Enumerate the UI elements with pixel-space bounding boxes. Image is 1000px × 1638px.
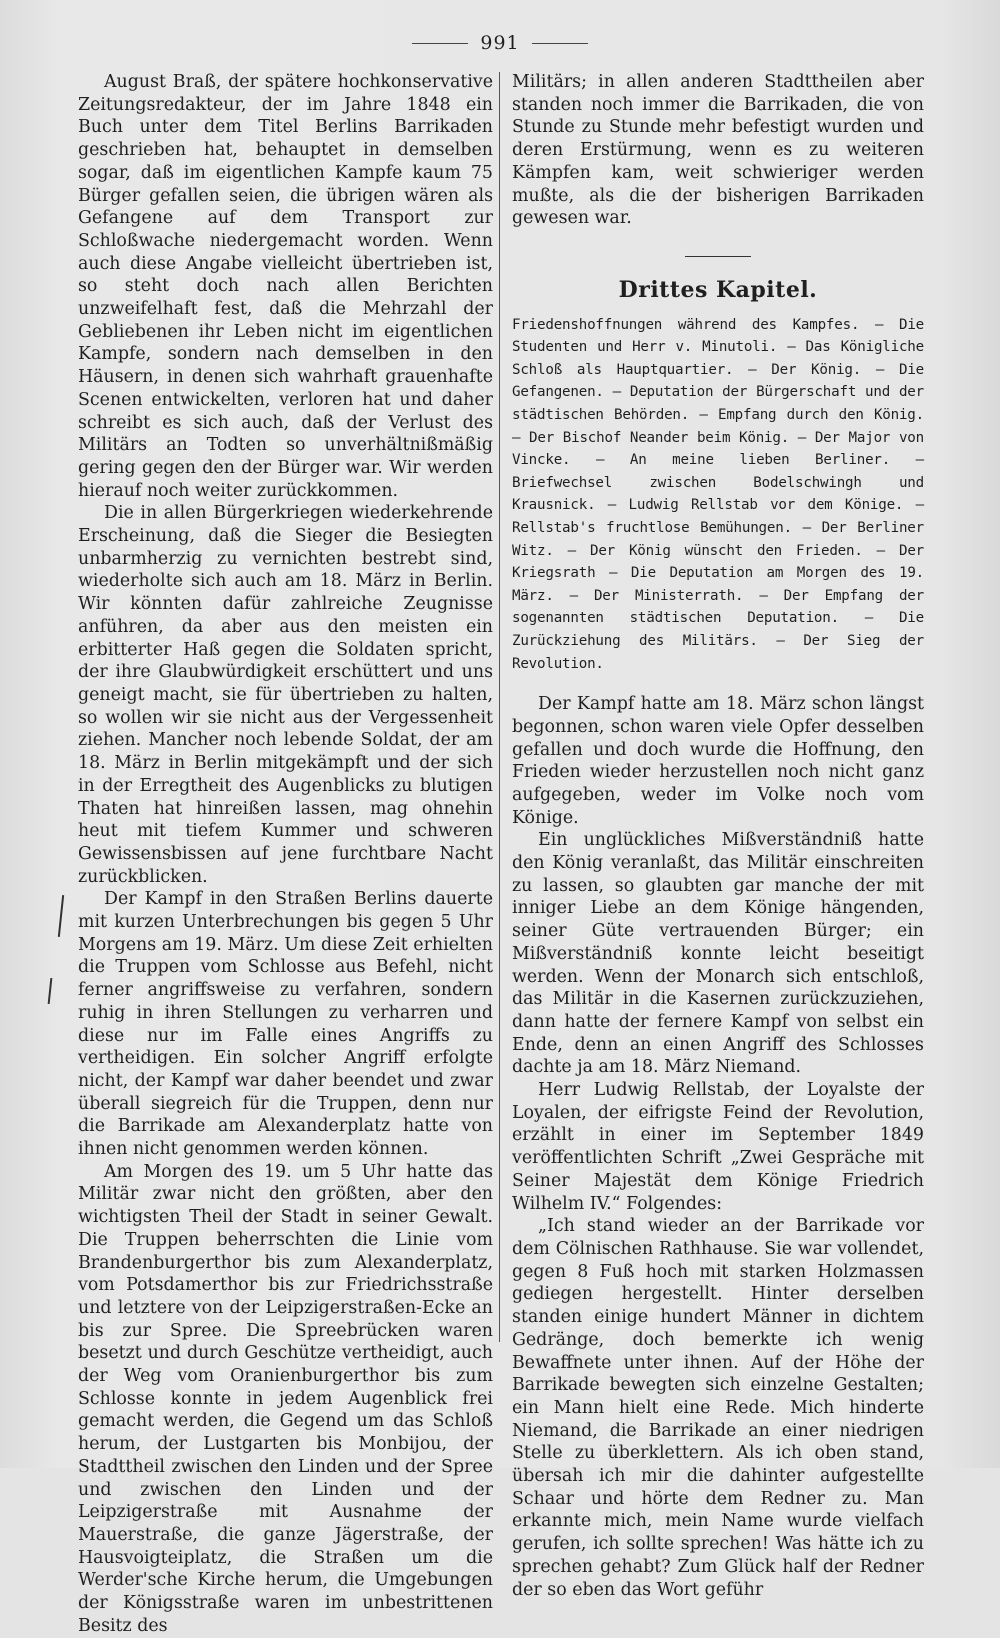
paragraph: Der Kampf hatte am 18. März schon längst begonnen, schon waren viele Opfer desselben gefallen und doch wurde die Hoffnung, den Frieden wieder herzustellen noch nicht ganz aufgegeben, weder im Volke noch vom Könige.	[512, 694, 924, 828]
header-rule-left	[412, 43, 468, 44]
paragraph: August Braß, der spätere hochkonservative Zeitungsredakteur, der im Jahre 1848 ein Buch unter dem Titel Berlins Barrikaden geschrieben hat, behauptet in demselben sogar, daß im eigentlichen Kampfe kaum 75 Bürger gefallen seien, die übrigen wären als Gefangene auf dem Transport zur Schloßwache niedergemacht worden. Wenn auch diese Angabe vielleicht übertrieben ist, so steht doch nach allen Berichten unzweifelhaft fest, daß die Mehrzahl der Gebliebenen ihr Leben nicht im eigentlichen Kampfe, sondern nach demselben in den Häusern, in denen sich wahrhaft grauenhafte Scenen entwickelten, verloren hat und daher schreibt es sich auch, daß der Verlust des Militärs an Todten so unverhältnißmäßig gering gegen den der Bürger war. Wir werden hierauf noch weiter zurückkommen.	[78, 72, 493, 501]
handwritten-margin-mark	[48, 978, 53, 1004]
section-separator	[685, 256, 751, 257]
page-number: 991	[480, 32, 520, 54]
chapter-summary: Friedenshoffnungen während des Kampfes. — Die Studenten und Herr v. Minutoli. — Das Königliche Schloß als Hauptquartier. — Der König. — Die Gefangenen. — Deputation der Bürgerschaft und der städtischen Behörden. — Empfang durch den König. — Der Bischof Neander beim König. — Der Major von Vincke. — An meine lieben Berliner. — Briefwechsel zwischen Bodelschwingh und Krausnick. — Ludwig Rellstab vor dem Könige. — Rellstab's fruchtlose Bemühungen. — Der Berliner Witz. — Der König wünscht den Frieden. — Der Kriegsrath — Die Deputation am Morgen des 19. März. — Der Ministerrath. — Der Empfang der sogenannten städtischen Deputation. — Die Zurückziehung des Militärs. — Der Sieg der Revolution.	[512, 316, 924, 672]
column-divider	[499, 72, 500, 1342]
paragraph: Ein unglückliches Mißverständniß hatte den König veranlaßt, das Militär einschreiten zu lassen, so glaubten gar manche der mit inniger Liebe an dem Könige hängenden, seiner Güte vertrauenden Bürger; ein Mißverständniß konnte leicht beseitigt werden. Wenn der Monarch sich entschloß, das Militär in die Kasernen zurückzuziehen, dann hatte der fernere Kampf von selbst ein Ende, denn an einen Angriff des Schlosses dachte ja am 18. März Niemand.	[512, 830, 924, 1078]
paragraph: Herr Ludwig Rellstab, der Loyalste der Loyalen, der eifrigste Feind der Revolution, erzählt in einer im September 1849 veröffentlichten Schrift „Zwei Gespräche mit Seiner Majestät dem Könige Friedrich Wilhelm IV.“ Folgendes:	[512, 1080, 924, 1214]
paragraph: Am Morgen des 19. um 5 Uhr hatte das Militär zwar nicht den größten, aber den wichtigsten Theil der Stadt in seiner Gewalt. Die Truppen beherrschten die Linie vom Brandenburgerthor bis zum Alexanderplatz, vom Potsdamerthor bis zur Friedrichsstraße und letztere von der Leipzigerstraßen-Ecke an bis zur Spree. Die Spreebrücken waren besetzt und durch Geschütze vertheidigt, auch der Weg vom Oranienburgerthor bis zum Schlosse konnte in jedem Augenblick frei gemacht werden, die Gegend um das Schloß herum, der Lustgarten bis Monbijou, der Stadttheil zwischen den Linden und der Spree und zwischen den Linden und der Leipzigerstraße mit Ausnahme der Mauerstraße, die ganze Jägerstraße, der Hausvoigteiplatz, die Straßen um die Werder'sche Kirche herum, die Umgebungen der Königsstraße waren im unbestrittenen Besitz des	[78, 1161, 493, 1636]
paragraph-continuation: Militärs; in allen anderen Stadttheilen aber standen noch immer die Barrikaden, die von Stunde zu Stunde mehr befestigt wurden und deren Erstürmung, wenn es zu weiteren Kämpfen kam, weit schwieriger werden mußte, als die der bisherigen Barrikaden gewesen war.	[512, 72, 924, 229]
paragraph: Die in allen Bürgerkriegen wiederkehrende Erscheinung, daß die Sieger die Besiegten unbarmherzig zu vernichten bestrebt sind, wiederholte sich auch am 18. März in Berlin. Wir könnten dafür zahlreiche Zeugnisse anführen, da aber aus den meisten ein erbitterter Haß gegen die Soldaten spricht, der ihre Glaubwürdigkeit erschüttert und uns geneigt macht, sie für übertrieben zu halten, so wollen wir sie nicht aus der Vergessenheit ziehen. Mancher noch lebende Soldat, der am 18. März in Berlin mitgekämpft und der sich in der Erregtheit des Augenblicks zu blutigen Thaten hat hinreißen lassen, mag ohnehin heut mit tiefem Kummer und schweren Gewissensbissen auf jene furchtbare Nacht zurückblicken.	[78, 503, 493, 887]
left-column	[78, 71, 493, 1638]
handwritten-margin-mark	[58, 895, 64, 937]
chapter-title: Drittes Kapitel.	[618, 276, 818, 303]
right-column	[512, 71, 924, 1601]
quoted-paragraph: „Ich stand wieder an der Barrikade vor dem Cölnischen Rathhause. Sie war vollendet, gegen 8 Fuß hoch mit starken Holzmassen gediegen hergestellt. Hinter derselben standen einige hundert Männer in dichtem Gedränge, doch bemerkte ich wenig Bewaffnete unter ihnen. Auf der Höhe der Barrikade bewegten sich einzelne Gestalten; ein Mann hielt eine Rede. Mich hinderte Niemand, die Barrikade an einer niedrigen Stelle zu überklettern. Als ich oben stand, übersah ich mir die dahinter aufgestellte Schaar und hörte dem Redner zu. Man erkannte mich, mein Name wurde vielfach gerufen, ich sollte sprechen! Was hätte ich zu sprechen gehabt? Zum Glück half der Redner der so eben das Wort geführ	[512, 1216, 924, 1600]
paragraph: Der Kampf in den Straßen Berlins dauerte mit kurzen Unterbrechungen bis gegen 5 Uhr Morgens am 19. März. Um diese Zeit erhielten die Truppen vom Schlosse aus Befehl, nicht ferner angriffsweise zu verfahren, sondern ruhig in ihren Stellungen zu verharren und diese nur im Falle eines Angriffs zu vertheidigen. Ein solcher Angriff erfolgte nicht, der Kampf war daher beendet und zwar überall siegreich für die Truppen, denn nur die Barrikade am Alexanderplatz hatte von ihnen nicht genommen werden können.	[78, 889, 493, 1160]
page-header	[0, 28, 1000, 58]
header-rule-right	[532, 43, 588, 44]
